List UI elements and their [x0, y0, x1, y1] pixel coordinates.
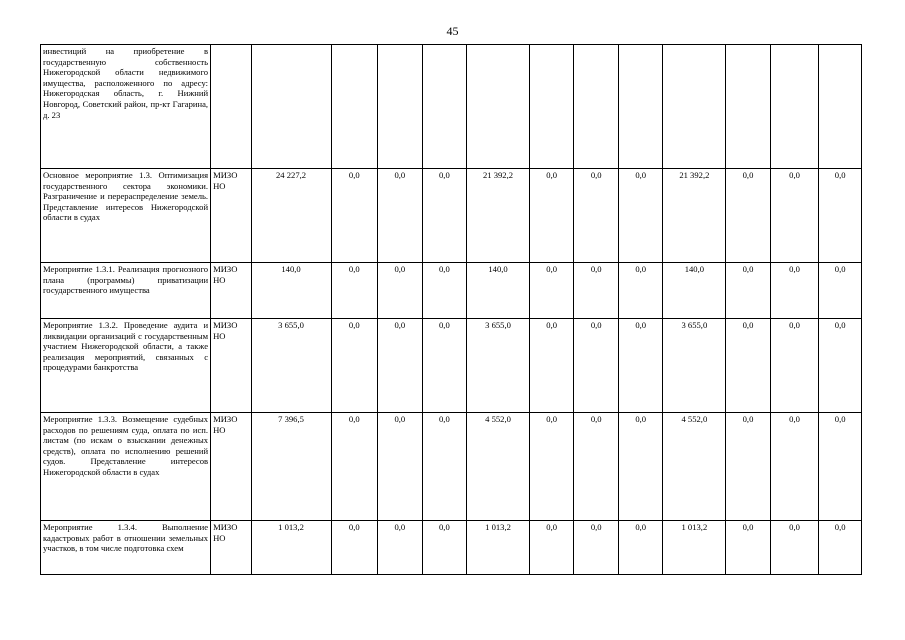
value-cell: 21 392,2: [663, 169, 726, 263]
value-cell: 0,0: [819, 521, 862, 575]
value-cell: 4 552,0: [467, 413, 530, 521]
value-cell: 0,0: [378, 521, 423, 575]
table-row: [41, 45, 862, 169]
executor-cell: МИЗО НО: [211, 169, 251, 263]
measure-name-cell: Основное мероприятие 1.3. Оптимизация государственного сектора экономики. Разграничение и перераспределение земель. Представление интересов Нижегородской области в судах: [41, 169, 211, 263]
value-cell: 0,0: [422, 413, 467, 521]
value-cell: 1 013,2: [663, 521, 726, 575]
value-cell: 0,0: [726, 263, 771, 319]
value-cell: 0,0: [819, 263, 862, 319]
value-cell: [618, 45, 663, 169]
value-cell: 0,0: [529, 319, 574, 413]
page-number: 45: [446, 24, 459, 38]
value-cell: 0,0: [378, 319, 423, 413]
executor-cell: [211, 45, 251, 169]
value-cell: 0,0: [378, 413, 423, 521]
value-cell: 0,0: [618, 521, 663, 575]
executor-cell: МИЗО НО: [211, 521, 251, 575]
budget-table: [40, 44, 862, 575]
table-row: [41, 319, 862, 413]
value-cell: [467, 45, 530, 169]
value-cell: 0,0: [422, 521, 467, 575]
value-cell: [331, 45, 378, 169]
value-cell: 0,0: [574, 263, 619, 319]
value-cell: 0,0: [618, 263, 663, 319]
value-cell: [378, 45, 423, 169]
value-cell: [726, 45, 771, 169]
value-cell: 0,0: [618, 319, 663, 413]
value-cell: 0,0: [574, 169, 619, 263]
table-row: [41, 521, 862, 575]
value-cell: 0,0: [529, 521, 574, 575]
value-cell: 0,0: [378, 169, 423, 263]
value-cell: 0,0: [529, 413, 574, 521]
value-cell: [574, 45, 619, 169]
value-cell: 0,0: [422, 263, 467, 319]
value-cell: 0,0: [529, 169, 574, 263]
table-row: [41, 263, 862, 319]
value-cell: 3 655,0: [251, 319, 331, 413]
value-cell: 140,0: [467, 263, 530, 319]
value-cell: 0,0: [770, 263, 819, 319]
measure-name-cell: инвестиций на приобретение в государственную собственность Нижегородской области недвижимого имущества, расположенного по адресу: Нижегородская область, г. Нижний Новгород, Советский район, пр-кт Гагарина, д. 23: [41, 45, 211, 169]
value-cell: 0,0: [331, 319, 378, 413]
value-cell: [251, 45, 331, 169]
value-cell: 24 227,2: [251, 169, 331, 263]
table-row: [41, 413, 862, 521]
value-cell: 0,0: [819, 319, 862, 413]
measure-name-cell: Мероприятие 1.3.2. Проведение аудита и ликвидации организаций с государственным участием Нижегородской области, а также реализация мероприятий, связанных с процедурами банкротства: [41, 319, 211, 413]
value-cell: 0,0: [574, 521, 619, 575]
measure-name-cell: Мероприятие 1.3.4. Выполнение кадастровых работ в отношении земельных участков, в том числе подготовка схем: [41, 521, 211, 575]
value-cell: 7 396,5: [251, 413, 331, 521]
value-cell: 0,0: [770, 169, 819, 263]
value-cell: 3 655,0: [467, 319, 530, 413]
value-cell: 0,0: [574, 319, 619, 413]
value-cell: 0,0: [726, 319, 771, 413]
value-cell: 0,0: [726, 169, 771, 263]
value-cell: 0,0: [618, 413, 663, 521]
value-cell: 140,0: [251, 263, 331, 319]
value-cell: 0,0: [726, 413, 771, 521]
value-cell: 0,0: [770, 413, 819, 521]
value-cell: [770, 45, 819, 169]
value-cell: 0,0: [726, 521, 771, 575]
value-cell: 4 552,0: [663, 413, 726, 521]
value-cell: 0,0: [819, 413, 862, 521]
executor-cell: МИЗО НО: [211, 319, 251, 413]
value-cell: 0,0: [529, 263, 574, 319]
value-cell: 0,0: [770, 521, 819, 575]
value-cell: 0,0: [422, 319, 467, 413]
value-cell: 21 392,2: [467, 169, 530, 263]
value-cell: [663, 45, 726, 169]
value-cell: 0,0: [819, 169, 862, 263]
value-cell: [819, 45, 862, 169]
value-cell: 3 655,0: [663, 319, 726, 413]
value-cell: 0,0: [618, 169, 663, 263]
value-cell: 0,0: [574, 413, 619, 521]
table-row: [41, 169, 862, 263]
value-cell: [529, 45, 574, 169]
measure-name-cell: Мероприятие 1.3.1. Реализация прогнозного плана (программы) приватизации государственного имущества: [41, 263, 211, 319]
measure-name-cell: Мероприятие 1.3.3. Возмещение судебных расходов по решениям суда, оплата по исп. листам (по искам о взыскании денежных средств), оплата по исполнению решений судов. Представление интересов Нижегородской области в судах: [41, 413, 211, 521]
value-cell: 1 013,2: [251, 521, 331, 575]
value-cell: 140,0: [663, 263, 726, 319]
value-cell: 0,0: [331, 521, 378, 575]
executor-cell: МИЗО НО: [211, 263, 251, 319]
executor-cell: МИЗО НО: [211, 413, 251, 521]
value-cell: 0,0: [422, 169, 467, 263]
table-body: [41, 45, 862, 575]
value-cell: 0,0: [331, 169, 378, 263]
value-cell: 0,0: [770, 319, 819, 413]
value-cell: 0,0: [331, 263, 378, 319]
value-cell: 1 013,2: [467, 521, 530, 575]
value-cell: [422, 45, 467, 169]
value-cell: 0,0: [331, 413, 378, 521]
value-cell: 0,0: [378, 263, 423, 319]
